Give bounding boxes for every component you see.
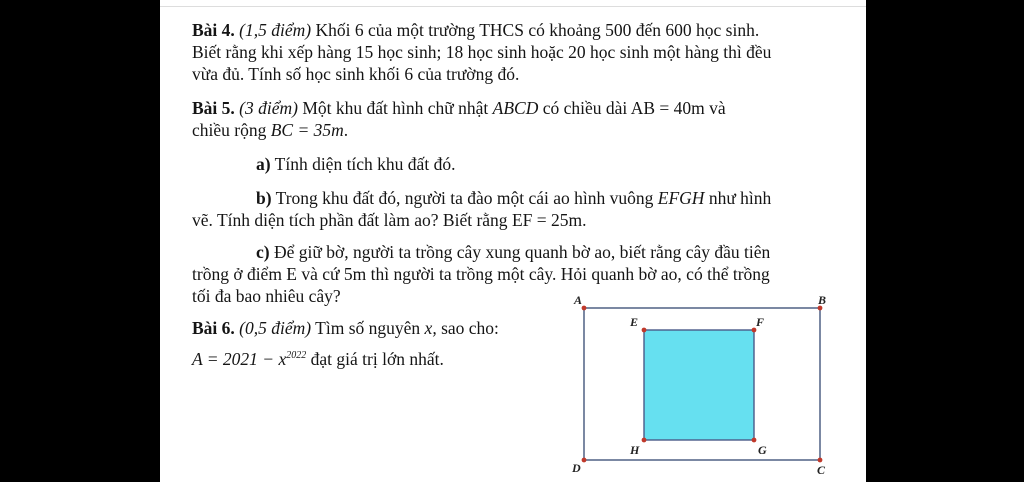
bai5-part-b-line2: vẽ. Tính diện tích phần đất làm ao? Biết rằng EF = 25m. — [192, 210, 587, 230]
bai6-exponent: 2022 — [286, 350, 307, 361]
bai5-part-c-line2: trồng ở điểm E và cứ 5m thì người ta trồng một cây. Hỏi quanh bờ ao, có thể trồng — [192, 264, 770, 284]
point-d — [582, 458, 587, 463]
square-pond-efgh — [644, 330, 754, 440]
cut-off-previous-line — [160, 0, 866, 7]
point-h — [642, 438, 647, 443]
label-h: H — [630, 443, 640, 457]
label-e: E — [630, 315, 639, 329]
bai6-formula: A = 2021 − x — [192, 348, 287, 369]
point-g — [752, 438, 757, 443]
rectangle-figure — [564, 292, 834, 478]
point-a — [582, 306, 587, 311]
bai6-heading: Bài 6. — [192, 318, 235, 338]
bai5-part-b-line1: b) Trong khu đất đó, người ta đào một cái ao hình vuông EFGH như hình — [256, 188, 772, 208]
bai5-points: (3 điểm) — [239, 98, 298, 118]
bai5-part-c-line3: tối đa bao nhiêu cây? — [192, 286, 341, 306]
point-c — [818, 458, 823, 463]
bai5-part-c-line1: c) Để giữ bờ, người ta trồng cây xung quanh bờ ao, biết rằng cây đầu tiên — [256, 242, 771, 262]
bai5-part-a: a) Tính diện tích khu đất đó. — [256, 154, 456, 174]
bai4-points: (1,5 điểm) — [239, 20, 312, 40]
label-c: C — [817, 463, 826, 477]
point-e — [642, 328, 647, 333]
bai5-line2: chiều rộng BC = 35m. — [192, 120, 349, 140]
label-d: D — [572, 461, 581, 475]
label-g: G — [758, 443, 767, 457]
label-b: B — [818, 293, 827, 307]
bai5-line1: Bài 5. (3 điểm) Một khu đất hình chữ nhật ABCD có chiều dài AB = 40m và — [192, 98, 726, 118]
bai6-points: (0,5 điểm) — [239, 318, 312, 338]
document-page — [160, 0, 866, 482]
bai6-line1: Bài 6. (0,5 điểm) Tìm số nguyên x, sao cho: — [192, 318, 499, 338]
label-f: F — [756, 315, 765, 329]
label-a: A — [574, 293, 583, 307]
bai4-line2: Biết rằng khi xếp hàng 15 học sinh; 18 học sinh hoặc 20 học sinh một hàng thì đều — [192, 42, 772, 62]
bai4-line3: vừa đủ. Tính số học sinh khối 6 của trường đó. — [192, 64, 520, 84]
bai4-line1: Bài 4. (1,5 điểm) Khối 6 của một trường THCS có khoảng 500 đến 600 học sinh. — [192, 20, 760, 40]
bai5-heading: Bài 5. — [192, 98, 235, 118]
bai6-line2: $A = 2021 - x^{2022}$ đạt giá trị lớn nhất. — [192, 348, 444, 369]
bai4-heading: Bài 4. — [192, 20, 235, 40]
